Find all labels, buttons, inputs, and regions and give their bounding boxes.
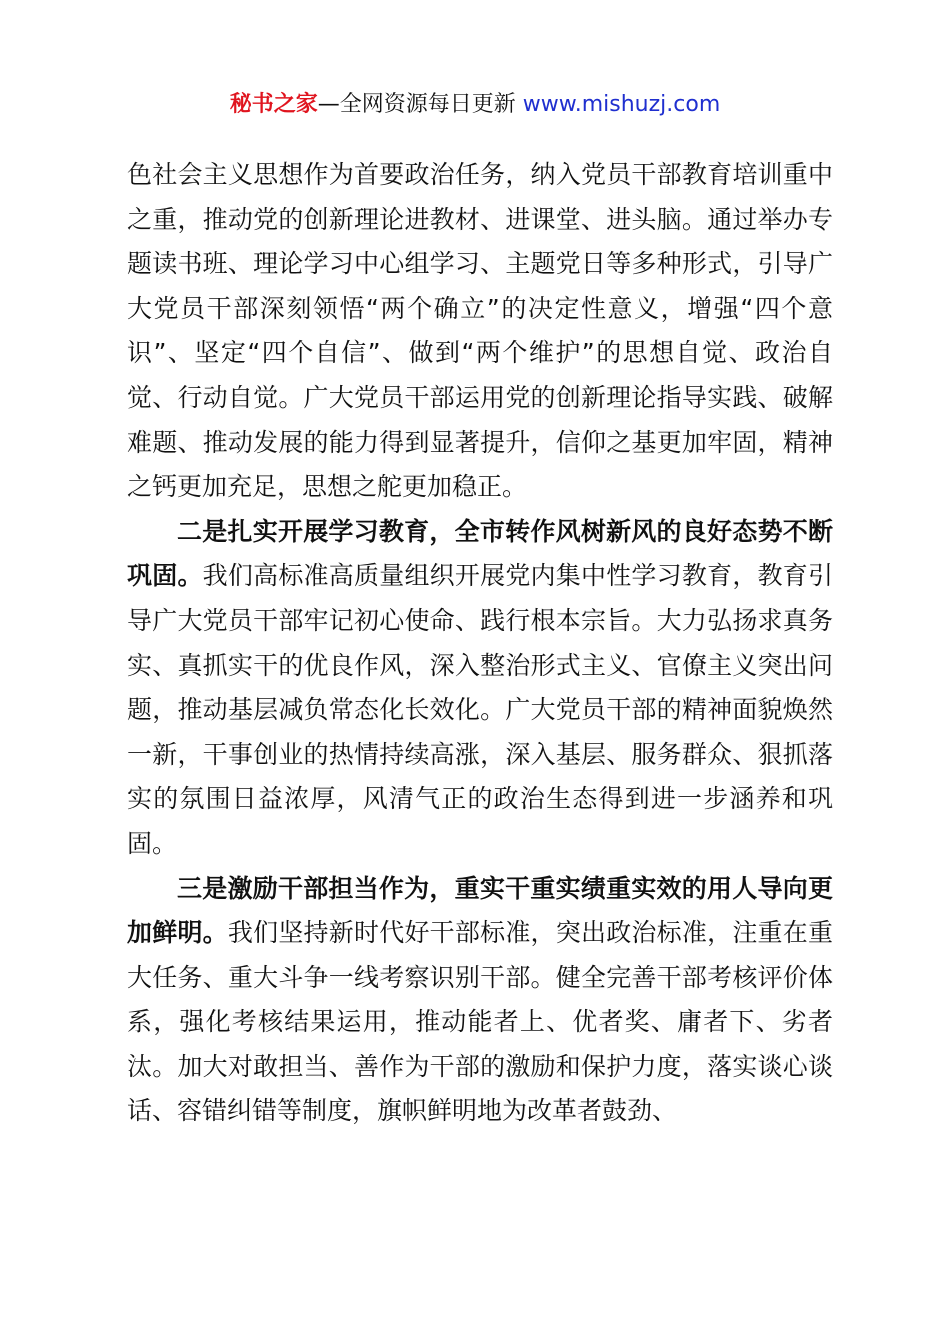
paragraph-text: 我们高标准高质量组织开展党内集中性学习教育，教育引导广大党员干部牢记初心使命、践行根本宗旨。大力弘扬求真务实、真抓实干的优良作风，深入整治形式主义、官僚主义突出问题，推动基层减负常态化长效化。广大党员干部的精神面貌焕然一新，干事创业的热情持续高涨，深入基层、服务群众、狠抓落实的氛围日益浓厚，风清气正的政治生态得到进一步涵养和巩固。 [127, 561, 833, 858]
paragraph-text: 我们坚持新时代好干部标准，突出政治标准，注重在重大任务、重大斗争一线考察识别干部。健全完善干部考核评价体系，强化考核结果运用，推动能者上、优者奖、庸者下、劣者汰。加大对敢担当、善作为干部的激励和保护力度，落实谈心谈话、容错纠错等制度，旗帜鲜明地为改革者鼓劲、 [127, 918, 833, 1126]
paragraph-text: 色社会主义思想作为首要政治任务，纳入党员干部教育培训重中之重，推动党的创新理论进教材、进课堂、进头脑。通过举办专题读书班、理论学习中心组学习、主题党日等多种形式，引导广大党员干部深刻领悟“两个确立”的决定性意义，增强“四个意识”、坚定“四个自信”、做到“两个维护”的思想自觉、政治自觉、行动自觉。广大党员干部运用党的创新理论指导实践、破解难题、推动发展的能力得到显著提升，信仰之基更加牢固，精神之钙更加充足，思想之舵更加稳正。 [127, 160, 833, 502]
document-body [127, 153, 833, 1134]
paragraph-lead: 三是激励干部担当作为，重实干重实绩重实效的用人导向更加鲜明。 [127, 873, 833, 948]
paragraph-point-two [127, 510, 833, 867]
brand-name: 秘书之家 [229, 92, 318, 117]
page-header [0, 88, 950, 122]
paragraph-continuation [127, 153, 833, 510]
header-tagline: —全网资源每日更新 [317, 92, 523, 117]
paragraph-point-three [127, 867, 833, 1135]
paragraph-lead: 二是扎实开展学习教育，全市转作风树新风的良好态势不断巩固。 [127, 516, 833, 591]
site-url-link[interactable]: www.mishuzj.com [522, 92, 721, 117]
